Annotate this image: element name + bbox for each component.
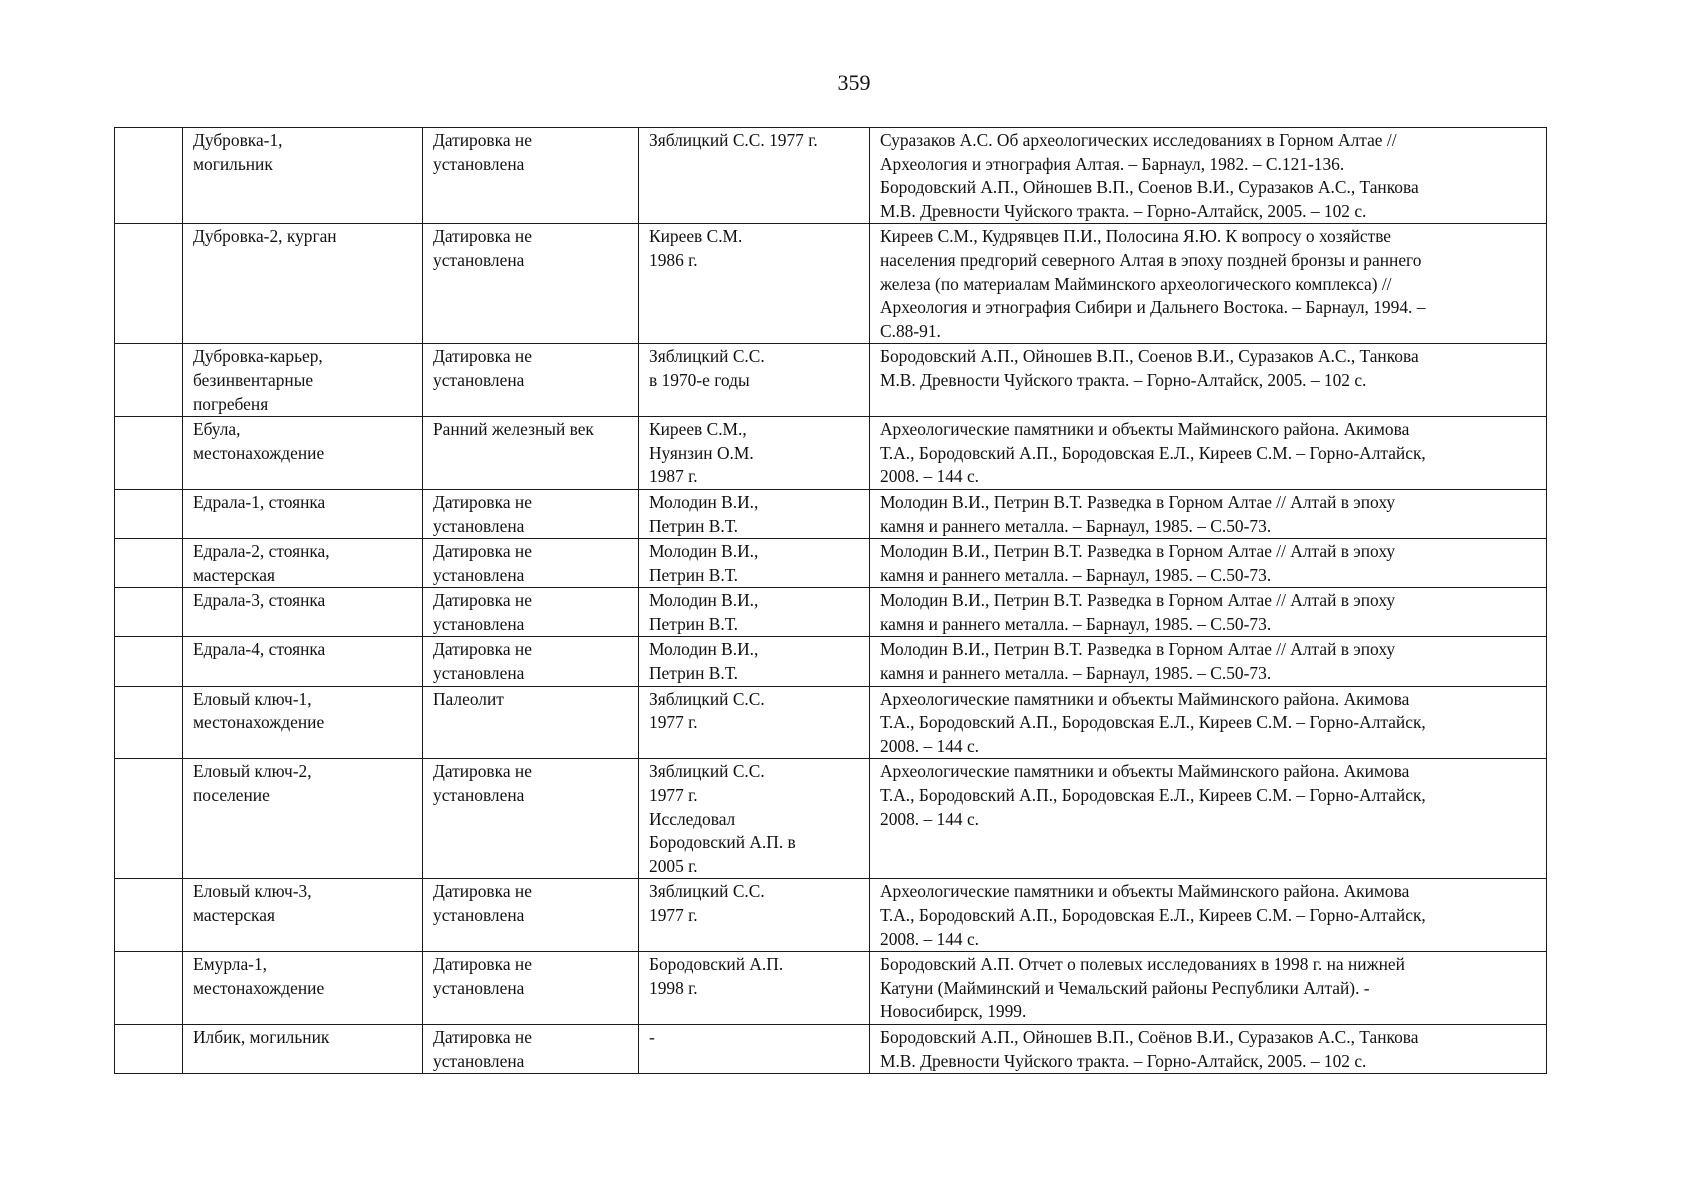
site-name-cell: Едрала-2, стоянка, мастерская	[183, 539, 423, 588]
researcher-cell: Молодин В.И., Петрин В.Т.	[639, 588, 870, 637]
researcher-cell: Бородовский А.П. 1998 г.	[639, 952, 870, 1025]
researcher-cell: Молодин В.И., Петрин В.Т.	[639, 539, 870, 588]
page-number: 359	[837, 70, 871, 95]
row-number-cell	[115, 417, 183, 490]
table-body	[115, 128, 1547, 1074]
dating-cell: Палеолит	[423, 686, 639, 759]
site-name-cell: Едрала-4, стоянка	[183, 637, 423, 686]
dating-cell: Датировка не установлена	[423, 1024, 639, 1073]
dating-cell: Датировка не установлена	[423, 637, 639, 686]
literature-cell: Молодин В.И., Петрин В.Т. Разведка в Горном Алтае // Алтай в эпоху камня и раннего металла. – Барнаул, 1985. – С.50-73.	[870, 637, 1547, 686]
researcher-cell: Молодин В.И., Петрин В.Т.	[639, 637, 870, 686]
site-name-cell: Дубровка-2, курган	[183, 224, 423, 344]
row-number-cell	[115, 686, 183, 759]
dating-cell: Датировка не установлена	[423, 759, 639, 879]
researcher-cell: Зяблицкий С.С. 1977 г.	[639, 879, 870, 952]
site-name-cell: Едрала-1, стоянка	[183, 489, 423, 538]
table-row	[115, 417, 1547, 490]
researcher-cell: Зяблицкий С.С. 1977 г.	[639, 686, 870, 759]
literature-cell: Киреев С.М., Кудрявцев П.И., Полосина Я.Ю. К вопросу о хозяйстве населения предгорий северного Алтая в эпоху поздней бронзы и раннего железа (по материалам Майминского археологического комплекса) // Археология и этнография Сибири и Дальнего Востока. – Барнаул, 1994. – С.88-91.	[870, 224, 1547, 344]
dating-cell: Датировка не установлена	[423, 344, 639, 417]
researcher-cell: Молодин В.И., Петрин В.Т.	[639, 489, 870, 538]
row-number-cell	[115, 344, 183, 417]
literature-cell: Бородовский А.П. Отчет о полевых исследованиях в 1998 г. на нижней Катуни (Майминский и Чемальский районы Республики Алтай). - Новосибирск, 1999.	[870, 952, 1547, 1025]
researcher-cell: Зяблицкий С.С. 1977 г.	[639, 128, 870, 224]
archaeological-sites-table	[114, 127, 1547, 1074]
researcher-cell: Зяблицкий С.С. в 1970-е годы	[639, 344, 870, 417]
researcher-cell: -	[639, 1024, 870, 1073]
table-row	[115, 686, 1547, 759]
row-number-cell	[115, 128, 183, 224]
table-row	[115, 637, 1547, 686]
site-name-cell: Илбик, могильник	[183, 1024, 423, 1073]
table-row	[115, 759, 1547, 879]
site-name-cell: Еловый ключ-3, мастерская	[183, 879, 423, 952]
literature-cell: Археологические памятники и объекты Майминского района. Акимова Т.А., Бородовский А.П., Бородовская Е.Л., Киреев С.М. – Горно-Алтайск, 2008. – 144 с.	[870, 686, 1547, 759]
dating-cell: Датировка не установлена	[423, 539, 639, 588]
table-row	[115, 539, 1547, 588]
dating-cell: Датировка не установлена	[423, 489, 639, 538]
table-row	[115, 952, 1547, 1025]
row-number-cell	[115, 588, 183, 637]
literature-cell: Археологические памятники и объекты Майминского района. Акимова Т.А., Бородовский А.П., Бородовская Е.Л., Киреев С.М. – Горно-Алтайск, 2008. – 144 с.	[870, 417, 1547, 490]
row-number-cell	[115, 224, 183, 344]
researcher-cell: Киреев С.М., Нуянзин О.М. 1987 г.	[639, 417, 870, 490]
site-name-cell: Еловый ключ-2, поселение	[183, 759, 423, 879]
site-name-cell: Емурла-1, местонахождение	[183, 952, 423, 1025]
table-row	[115, 344, 1547, 417]
dating-cell: Датировка не установлена	[423, 128, 639, 224]
dating-cell: Датировка не установлена	[423, 952, 639, 1025]
literature-cell: Бородовский А.П., Ойношев В.П., Соёнов В.И., Суразаков А.С., Танкова М.В. Древности Чуйского тракта. – Горно-Алтайск, 2005. – 102 с.	[870, 1024, 1547, 1073]
table-row	[115, 128, 1547, 224]
literature-cell: Археологические памятники и объекты Майминского района. Акимова Т.А., Бородовский А.П., Бородовская Е.Л., Киреев С.М. – Горно-Алтайск, 2008. – 144 с.	[870, 759, 1547, 879]
row-number-cell	[115, 1024, 183, 1073]
row-number-cell	[115, 637, 183, 686]
dating-cell: Датировка не установлена	[423, 588, 639, 637]
dating-cell: Датировка не установлена	[423, 879, 639, 952]
dating-cell: Ранний железный век	[423, 417, 639, 490]
row-number-cell	[115, 879, 183, 952]
site-name-cell: Ебула, местонахождение	[183, 417, 423, 490]
researcher-cell: Зяблицкий С.С. 1977 г. Исследовал Бородовский А.П. в 2005 г.	[639, 759, 870, 879]
dating-cell: Датировка не установлена	[423, 224, 639, 344]
table-row	[115, 489, 1547, 538]
literature-cell: Бородовский А.П., Ойношев В.П., Соенов В.И., Суразаков А.С., Танкова М.В. Древности Чуйского тракта. – Горно-Алтайск, 2005. – 102 с.	[870, 344, 1547, 417]
row-number-cell	[115, 952, 183, 1025]
table-row	[115, 879, 1547, 952]
literature-cell: Археологические памятники и объекты Майминского района. Акимова Т.А., Бородовский А.П., Бородовская Е.Л., Киреев С.М. – Горно-Алтайск, 2008. – 144 с.	[870, 879, 1547, 952]
site-name-cell: Дубровка-карьер, безинвентарные погребеня	[183, 344, 423, 417]
row-number-cell	[115, 759, 183, 879]
literature-cell: Молодин В.И., Петрин В.Т. Разведка в Горном Алтае // Алтай в эпоху камня и раннего металла. – Барнаул, 1985. – С.50-73.	[870, 588, 1547, 637]
table-row	[115, 1024, 1547, 1073]
row-number-cell	[115, 539, 183, 588]
site-name-cell: Еловый ключ-1, местонахождение	[183, 686, 423, 759]
literature-cell: Молодин В.И., Петрин В.Т. Разведка в Горном Алтае // Алтай в эпоху камня и раннего металла. – Барнаул, 1985. – С.50-73.	[870, 489, 1547, 538]
site-name-cell: Едрала-3, стоянка	[183, 588, 423, 637]
researcher-cell: Киреев С.М. 1986 г.	[639, 224, 870, 344]
table-row	[115, 224, 1547, 344]
site-name-cell: Дубровка-1, могильник	[183, 128, 423, 224]
row-number-cell	[115, 489, 183, 538]
table-row	[115, 588, 1547, 637]
literature-cell: Молодин В.И., Петрин В.Т. Разведка в Горном Алтае // Алтай в эпоху камня и раннего металла. – Барнаул, 1985. – С.50-73.	[870, 539, 1547, 588]
literature-cell: Суразаков А.С. Об археологических исследованиях в Горном Алтае // Археология и этнография Алтая. – Барнаул, 1982. – С.121-136. Бородовский А.П., Ойношев В.П., Соенов В.И., Суразаков А.С., Танкова М.В. Древности Чуйского тракта. – Горно-Алтайск, 2005. – 102 с.	[870, 128, 1547, 224]
